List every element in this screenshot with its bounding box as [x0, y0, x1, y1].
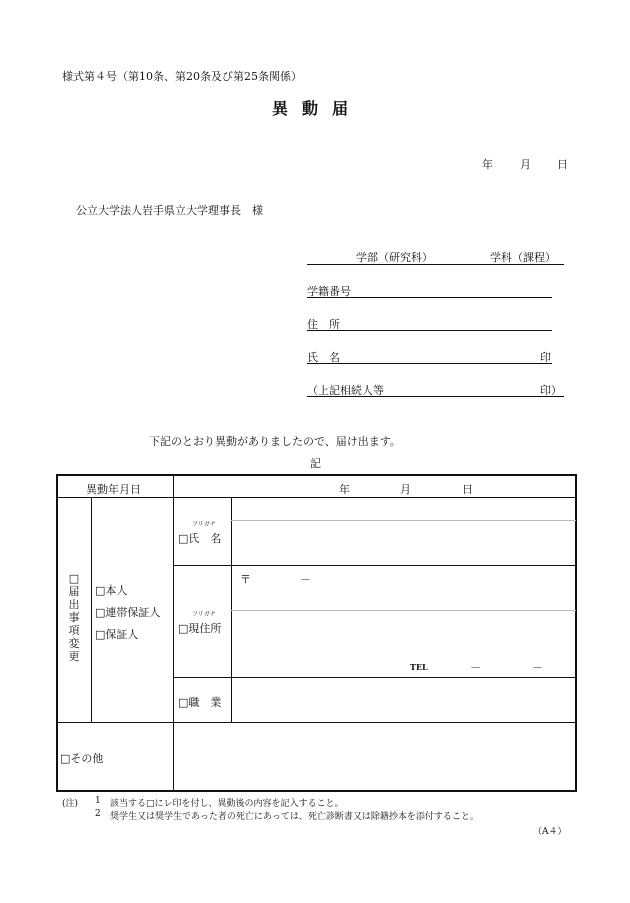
- address-furigana-label: フリガナ: [192, 611, 216, 618]
- occupation-input[interactable]: [236, 681, 572, 719]
- date-day-label: 日: [557, 158, 568, 171]
- tel-dash-1: －: [470, 661, 481, 674]
- name-line[interactable]: [307, 363, 552, 364]
- postal-dash: －: [300, 573, 311, 586]
- note-2-number: 2: [95, 809, 101, 819]
- change-date-label: 異動年月日: [86, 483, 141, 496]
- paper-size-label: （A４）: [533, 827, 567, 837]
- name-input[interactable]: [236, 523, 572, 563]
- change-date-field[interactable]: [240, 476, 570, 496]
- address-field-checkbox[interactable]: □現住所: [178, 622, 222, 635]
- ki-label: 記: [310, 457, 321, 470]
- address-label: 住 所: [307, 318, 340, 331]
- department-label: 学科（課程）: [490, 251, 556, 264]
- heir-label: （上記相続人等: [307, 384, 384, 397]
- change-date-day: 日: [462, 483, 473, 496]
- change-date-month: 月: [400, 483, 411, 496]
- seal-mark: 印: [540, 351, 551, 364]
- notes-prefix: (注): [62, 799, 79, 809]
- addressee: 公立大学法人岩手県立大学理事長 様: [76, 204, 263, 217]
- tel-label: TEL: [410, 662, 428, 672]
- party-option-guarantor[interactable]: □保証人: [95, 628, 139, 641]
- date-month-label: 月: [520, 158, 531, 171]
- postal-mark: 〒: [240, 573, 251, 586]
- occupation-field-checkbox[interactable]: □職 業: [178, 696, 222, 709]
- other-input[interactable]: [178, 726, 572, 788]
- date-year-label: 年: [482, 158, 493, 171]
- party-option-joint-guarantor[interactable]: □連帯保証人: [95, 606, 161, 619]
- page-title: 異動届: [272, 99, 363, 118]
- note-1-text: 該当する□にレ印を付し、異動後の内容を記入すること。: [110, 799, 344, 809]
- change-date-year: 年: [339, 483, 350, 496]
- party-option-self[interactable]: □本人: [95, 584, 128, 597]
- form-number: 様式第４号（第10条、第20条及び第25条関係）: [62, 70, 302, 83]
- faculty-label: 学部（研究科）: [356, 251, 433, 264]
- student-number-label: 学籍番号: [307, 285, 351, 298]
- heir-seal-mark: 印）: [540, 384, 562, 397]
- name-furigana-label: フリガナ: [192, 521, 216, 528]
- change-notice-checkbox[interactable]: □届出事項変更: [68, 572, 80, 663]
- address-line[interactable]: [307, 330, 552, 331]
- note-2-text: 奨学生又は奨学生であった者の死亡にあっては、死亡診断書又は除籍抄本を添付すること。: [110, 812, 479, 822]
- name-field-checkbox[interactable]: □氏 名: [178, 532, 222, 545]
- address-input[interactable]: [236, 613, 572, 653]
- note-1-number: 1: [95, 796, 101, 806]
- other-checkbox[interactable]: □その他: [60, 752, 104, 765]
- tel-dash-2: －: [532, 661, 543, 674]
- name-label: 氏 名: [307, 351, 340, 364]
- intro-text: 下記のとおり異動がありましたので、届け出ます。: [149, 435, 401, 448]
